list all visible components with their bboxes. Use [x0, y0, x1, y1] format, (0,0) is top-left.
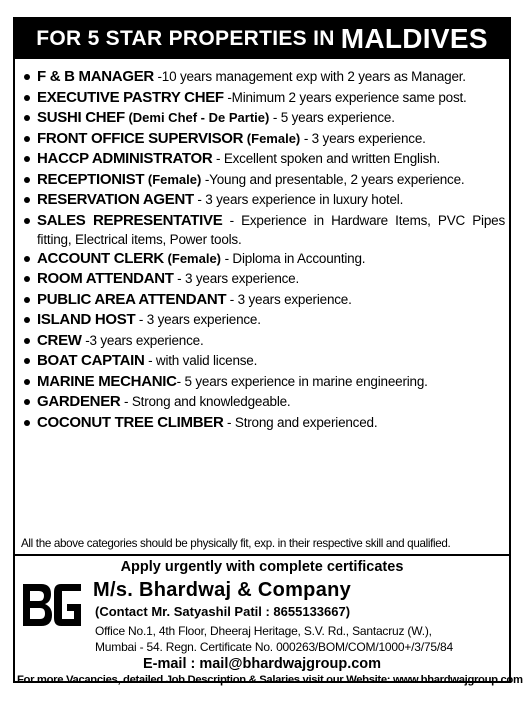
job-item — [23, 88, 505, 109]
bullet-icon — [24, 74, 30, 80]
job-title: RECEPTIONIST — [37, 170, 145, 188]
job-title: BOAT CAPTAIN — [37, 352, 145, 369]
address-line-1: Office No.1, 4th Floor, Dheeraj Heritage, S.V. Rd., Santacruz (W.), — [95, 624, 432, 638]
job-item — [23, 372, 505, 393]
job-item — [23, 290, 505, 311]
bullet-icon — [24, 317, 30, 323]
job-description: - 3 years experience. — [300, 130, 426, 146]
requirements-note: All the above categories should be physically fit, exp. in their respective skill and qualified. — [21, 536, 451, 550]
job-item — [23, 129, 505, 150]
job-item — [23, 211, 505, 249]
bullet-icon — [24, 197, 30, 203]
bullet-icon — [24, 95, 30, 101]
headline-banner — [15, 19, 509, 59]
job-item — [23, 149, 505, 170]
job-title: ACCOUNT CLERK — [37, 249, 164, 267]
job-item — [23, 108, 505, 129]
bullet-icon — [24, 420, 30, 426]
job-title: COCONUT TREE CLIMBER — [37, 413, 224, 431]
email-label: E-mail : — [142, 656, 196, 672]
bullet-icon — [24, 115, 30, 121]
job-qualifier: (Female) — [144, 171, 202, 187]
bullet-icon — [24, 136, 30, 142]
contact-person: (Contact Mr. Satyashil Patil : 8655133667) — [95, 604, 351, 619]
headline-text: FOR 5 STAR PROPERTIES IN — [36, 27, 335, 50]
job-title: CREW — [37, 331, 82, 349]
job-item — [23, 269, 505, 290]
job-item — [23, 331, 505, 352]
job-description: -10 years management exp with 2 years as Manager. — [153, 69, 466, 84]
job-title: MARINE MECHANIC — [37, 372, 177, 390]
section-divider — [15, 554, 509, 556]
bullet-icon — [24, 379, 30, 385]
job-title: F & B MANAGER — [37, 68, 154, 85]
bg-logo-icon — [21, 582, 83, 628]
job-item — [23, 310, 505, 331]
job-description: - Excellent spoken and written English. — [212, 151, 441, 166]
job-title: GARDENER — [37, 393, 121, 410]
job-title: SALES REPRESENTATIVE — [37, 211, 223, 229]
job-title: FRONT OFFICE SUPERVISOR — [37, 129, 244, 147]
job-item — [23, 413, 505, 434]
job-title: EXECUTIVE PASTRY CHEF — [37, 88, 224, 106]
job-item — [23, 351, 505, 372]
job-title: ROOM ATTENDANT — [37, 270, 174, 287]
job-description: - 3 years experience. — [173, 271, 300, 286]
job-description: - 3 years experience. — [135, 312, 261, 327]
job-list — [23, 67, 505, 433]
job-qualifier: (Demi Chef - De Partie) — [124, 110, 270, 125]
address-line-2: Mumbai - 54. Regn. Certificate No. 000263/BOM/COM/1000+/3/75/84 — [95, 640, 453, 654]
job-description: - 5 years experience. — [269, 110, 395, 125]
bullet-icon — [24, 177, 30, 183]
job-description: - 3 years experience in luxury hotel. — [193, 192, 404, 207]
bullet-icon — [24, 276, 30, 282]
company-name: M/s. Bhardwaj & Company — [93, 579, 352, 601]
job-title: ISLAND HOST — [37, 311, 136, 328]
job-title: RESERVATION AGENT — [37, 191, 194, 208]
bullet-icon — [24, 297, 30, 303]
headline-location: MALDIVES — [340, 23, 488, 54]
job-qualifier: (Female) — [163, 250, 222, 266]
job-description: - Strong and knowledgeable. — [120, 394, 291, 409]
job-description: - Diploma in Accounting. — [221, 250, 366, 266]
job-description: - 3 years experience. — [226, 291, 352, 307]
apply-instruction: Apply urgently with complete certificates — [120, 559, 404, 575]
job-qualifier: (Female) — [243, 130, 301, 146]
job-title: HACCP ADMINISTRATOR — [37, 150, 213, 167]
job-description: -3 years experience. — [81, 332, 204, 348]
job-description: - Strong and experienced. — [223, 414, 378, 430]
job-item — [23, 67, 505, 88]
job-item — [23, 190, 505, 211]
job-item — [23, 249, 505, 270]
email-line — [15, 656, 509, 672]
bullet-icon — [24, 338, 30, 344]
bullet-icon — [24, 156, 30, 162]
job-item — [23, 170, 505, 191]
job-description: -Young and presentable, 2 years experience. — [201, 171, 465, 187]
bullet-icon — [24, 358, 30, 364]
job-description: - 5 years experience in marine engineering. — [176, 373, 428, 389]
bullet-icon — [24, 256, 30, 262]
job-description: - with valid license. — [144, 353, 258, 368]
job-title: SUSHI CHEF — [37, 109, 125, 126]
email-address[interactable]: mail@bhardwajgroup.com — [199, 656, 382, 672]
job-description: -Minimum 2 years experience same post. — [223, 89, 467, 105]
bullet-icon — [24, 399, 30, 405]
website-footer: For more Vacancies, detailed Job Description & Salaries visit our Website: www.bhardwajgroup.com — [17, 674, 523, 686]
job-item — [23, 392, 505, 413]
bullet-icon — [24, 218, 30, 224]
job-title: PUBLIC AREA ATTENDANT — [37, 290, 227, 308]
job-description: - Experience in Hardware Items, PVC Pipes fitting, Electrical items, Power tools. — [37, 212, 505, 247]
advertisement-frame — [13, 17, 523, 686]
